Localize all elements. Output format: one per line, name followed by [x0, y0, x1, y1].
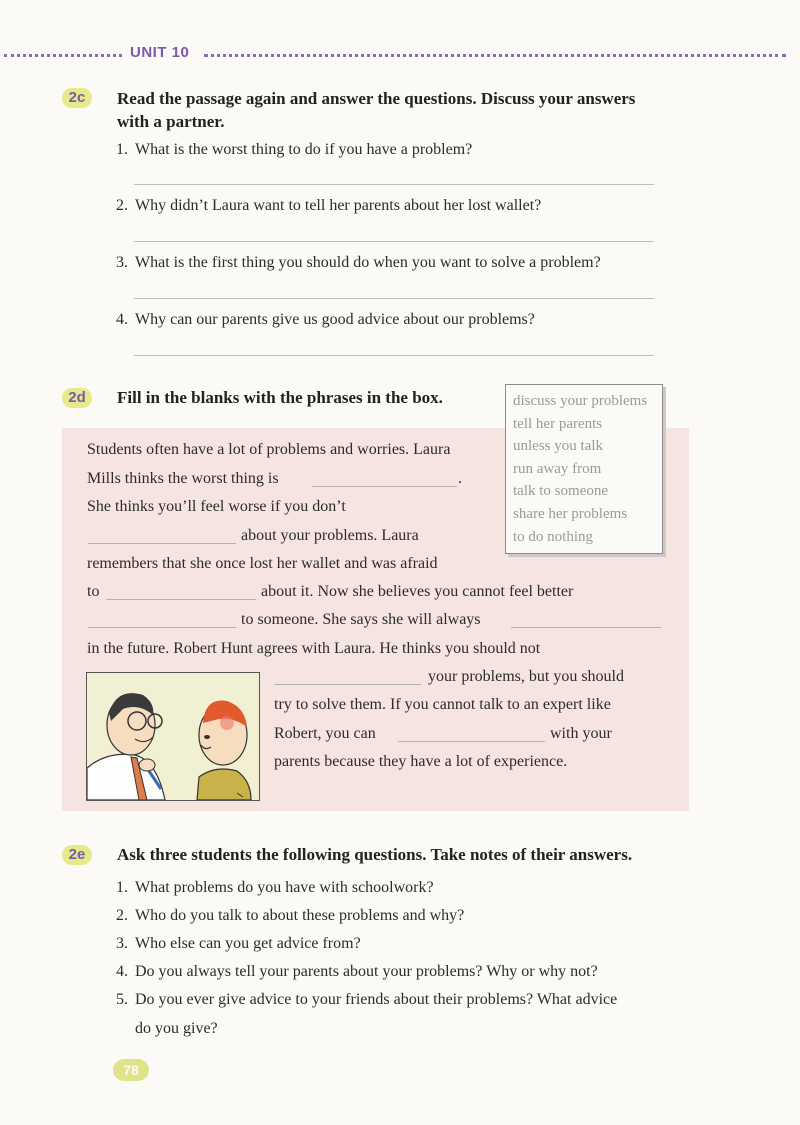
passage-line: to	[87, 583, 100, 600]
passage-line: with your	[550, 725, 612, 742]
phrase-item: tell her parents	[513, 415, 603, 432]
instruction-2e: Ask three students the following questions. Take notes of their answers.	[117, 845, 633, 864]
question-2e-2: 2. Who do you talk to about these problems and why?	[116, 907, 465, 924]
passage-line: try to solve them. If you cannot talk to an expert like	[274, 696, 611, 713]
question-2e-5-cont: do you give?	[135, 1020, 218, 1037]
answer-line-3[interactable]	[134, 298, 654, 299]
passage-line: remembers that she once lost her wallet and was afraid	[87, 555, 438, 572]
cartoon-image	[87, 673, 259, 800]
phrase-item: to do nothing	[513, 528, 594, 545]
phrase-box	[505, 384, 663, 554]
section-badge-2d: 2d	[62, 388, 92, 408]
passage-period: .	[458, 470, 462, 487]
section-badge-2e: 2e	[62, 845, 92, 865]
phrase-item: unless you talk	[513, 438, 603, 455]
unit-header	[0, 44, 800, 66]
blank-6[interactable]	[274, 684, 421, 685]
passage-line: about your problems. Laura	[241, 527, 419, 544]
question-2e-5: 5. Do you ever give advice to your friends about their problems? What advice	[116, 991, 618, 1008]
answer-line-4[interactable]	[134, 355, 654, 356]
unit-title: UNIT 10	[130, 44, 190, 61]
passage-line: your problems, but you should	[428, 668, 624, 685]
passage-line: about it. Now she believes you cannot feel better	[261, 583, 574, 600]
header-dots-left	[4, 54, 122, 57]
blank-3[interactable]	[106, 599, 256, 600]
blank-7[interactable]	[398, 741, 545, 742]
instruction-2c	[117, 87, 635, 133]
question-2c-4: 4. Why can our parents give us good advice about our problems?	[116, 311, 535, 328]
instruction-2c-line1: Read the passage again and answer the questions. Discuss your answers	[117, 89, 636, 108]
passage-line: Mills thinks the worst thing is	[87, 470, 279, 487]
answer-line-2[interactable]	[134, 241, 654, 242]
question-2c-3: 3. What is the first thing you should do when you want to solve a problem?	[116, 254, 601, 271]
page-number: 78	[113, 1059, 149, 1081]
illustration-two-people	[86, 672, 260, 801]
question-2c-1: 1. What is the worst thing to do if you have a problem?	[116, 141, 473, 158]
question-2c-2: 2. Why didn’t Laura want to tell her parents about her lost wallet?	[116, 197, 542, 214]
header-dots-right	[204, 54, 786, 57]
blank-2[interactable]	[88, 543, 236, 544]
passage-line: She thinks you’ll feel worse if you don’t	[87, 498, 346, 515]
instruction-2c-line2: with a partner.	[117, 112, 225, 131]
passage-line: parents because they have a lot of experience.	[274, 753, 568, 770]
blank-4[interactable]	[88, 627, 236, 628]
phrase-item: run away from	[513, 460, 602, 477]
instruction-2d: Fill in the blanks with the phrases in the box.	[117, 388, 443, 407]
blank-1[interactable]	[312, 486, 457, 487]
passage-line: in the future. Robert Hunt agrees with Laura. He thinks you should not	[87, 640, 541, 657]
question-2e-3: 3. Who else can you get advice from?	[116, 935, 361, 952]
question-2e-1: 1. What problems do you have with schoolwork?	[116, 879, 434, 896]
question-2e-4: 4. Do you always tell your parents about your problems? Why or why not?	[116, 963, 598, 980]
section-badge-2c: 2c	[62, 88, 92, 108]
passage-line: Students often have a lot of problems and worries. Laura	[87, 441, 451, 458]
phrase-item: discuss your problems	[513, 393, 648, 409]
passage-line: to someone. She says she will always	[241, 611, 481, 628]
blank-5[interactable]	[511, 627, 661, 628]
phrase-item: share her problems	[513, 505, 628, 522]
answer-line-1[interactable]	[134, 184, 654, 185]
phrase-item: talk to someone	[513, 483, 608, 500]
passage-line: Robert, you can	[274, 725, 376, 742]
